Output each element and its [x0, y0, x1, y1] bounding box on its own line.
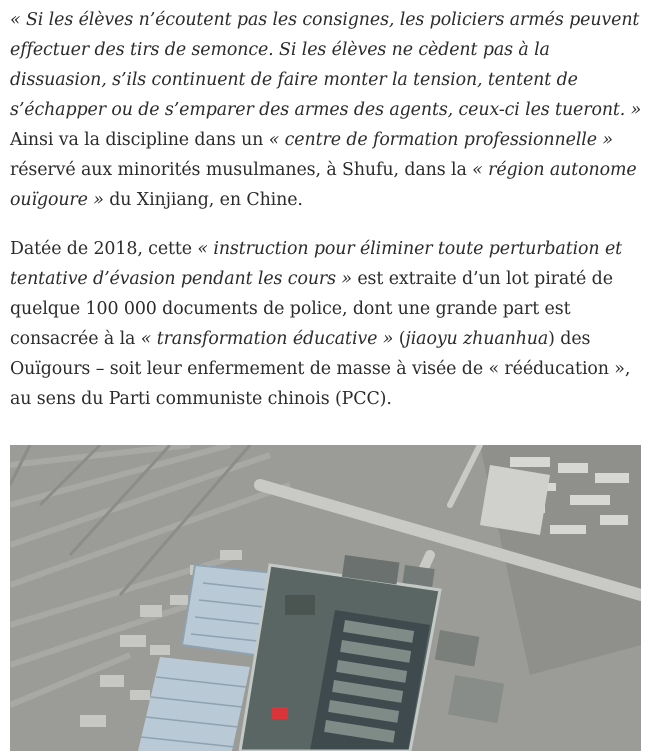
quote-text: « centre de formation professionnelle »	[268, 130, 613, 150]
body-text: Ainsi va la discipline dans un	[10, 130, 269, 150]
body-text: du Xinjiang, en Chine.	[103, 190, 303, 210]
quote-text: « transformation éducative »	[140, 329, 394, 349]
cleared-lot	[480, 465, 550, 535]
satellite-photo	[10, 445, 641, 751]
article-paragraph	[10, 5, 650, 215]
quote-text: « Si les élèves n’écoutent pas les consignes, les policiers armés peuvent effectuer des tirs de semonce. Si les élèves ne cèdent pas à la dissuasion, s’ils continuent de faire monter la tension, tentent de s’échapper ou de s’emparer des armes des agents, ceux-ci les tueront. »	[10, 10, 642, 120]
body-text: Datée de 2018, cette	[10, 239, 198, 259]
quote-text: « instruction pour éliminer toute perturbation et tentative d’évasion pendant les cours »	[10, 239, 623, 289]
body-text: réservé aux minorités musulmanes, à Shufu, dans la	[10, 160, 473, 180]
body-text: (	[393, 329, 406, 349]
body-text: ) des Ouïgours – soit leur enfermement de masse à visée de « rééducation », au sens du Parti communiste chinois (PCC).	[10, 329, 631, 409]
article-paragraph	[10, 234, 650, 414]
quote-text: jiaoyu zhuanhua	[405, 329, 549, 349]
red-roof	[272, 707, 288, 719]
body-text: est extraite d’un lot piraté de quelque 100 000 documents de police, dont une grande part est consacrée à la	[10, 269, 613, 349]
satellite-image	[10, 445, 641, 751]
quote-text: « région autonome ouïgoure »	[10, 160, 637, 210]
